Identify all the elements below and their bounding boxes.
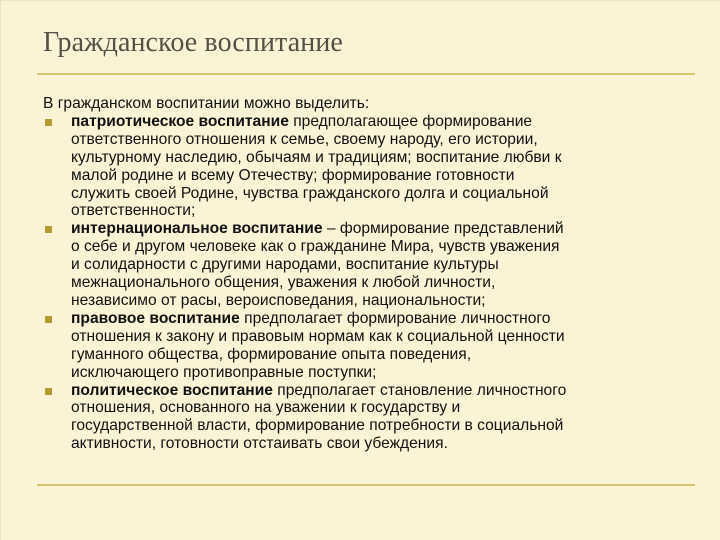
item-text: о себе и другом человеке как о гражданине Мира, чувств уважения — [71, 238, 560, 256]
item-text: межнационального общения, уважения к любой личности, — [71, 274, 496, 292]
item-first-line — [71, 382, 688, 400]
item-text: служить своей Родине, чувства гражданского долга и социальной — [71, 184, 549, 202]
item-text: предполагает становление личностного — [272, 381, 567, 399]
item-text: и солидарности с другими народами, воспитание культуры — [71, 256, 499, 274]
item-first-line — [71, 220, 688, 238]
list-item-patriotic — [43, 113, 688, 220]
item-text: ответственности; — [71, 202, 196, 220]
item-text: культурному наследию, обычаям и традициям; воспитание любви к — [71, 148, 562, 166]
item-text: малой родине и всему Отечеству; формирование готовности — [71, 166, 515, 184]
item-term: политическое воспитание — [71, 381, 273, 399]
list-item-legal — [43, 310, 688, 382]
item-text: государственной власти, формирование потребности в социальной — [71, 417, 564, 435]
item-text: гуманного общества, формирование опыта поведения, — [71, 345, 472, 363]
slide-title: Гражданское воспитание — [43, 27, 343, 58]
bullet-list — [43, 113, 688, 453]
item-text: исключающего противоправные поступки; — [71, 363, 377, 381]
item-text: ответственного отношения к семье, своему народу, его истории, — [71, 130, 538, 148]
slide-body — [43, 95, 688, 453]
item-term: патриотическое воспитание — [71, 112, 289, 130]
item-text: активности, готовности отстаивать свои убеждения. — [71, 435, 448, 453]
intro-text: В гражданском воспитании можно выделить: — [43, 95, 370, 112]
list-item-international — [43, 220, 688, 310]
square-bullet-icon — [45, 226, 52, 233]
list-item-political — [43, 382, 688, 454]
item-text: – формирование представлений — [322, 220, 564, 238]
item-text: отношения к закону и правовым нормам как к социальной ценности — [71, 327, 565, 345]
item-text: независимо от расы, вероисповедания, национальности; — [71, 291, 486, 309]
item-text: отношения, основанного на уважении к государству и — [71, 399, 461, 417]
item-term: интернациональное воспитание — [71, 220, 323, 238]
square-bullet-icon — [45, 119, 52, 126]
item-term: правовое воспитание — [71, 309, 240, 327]
item-first-line — [71, 113, 688, 131]
title-divider — [37, 73, 695, 75]
square-bullet-icon — [45, 388, 52, 395]
footer-divider — [37, 484, 695, 486]
item-text: предполагающее формирование — [288, 112, 533, 130]
item-first-line — [71, 310, 688, 328]
square-bullet-icon — [45, 316, 52, 323]
item-text: предполагает формирование личностного — [239, 309, 551, 327]
